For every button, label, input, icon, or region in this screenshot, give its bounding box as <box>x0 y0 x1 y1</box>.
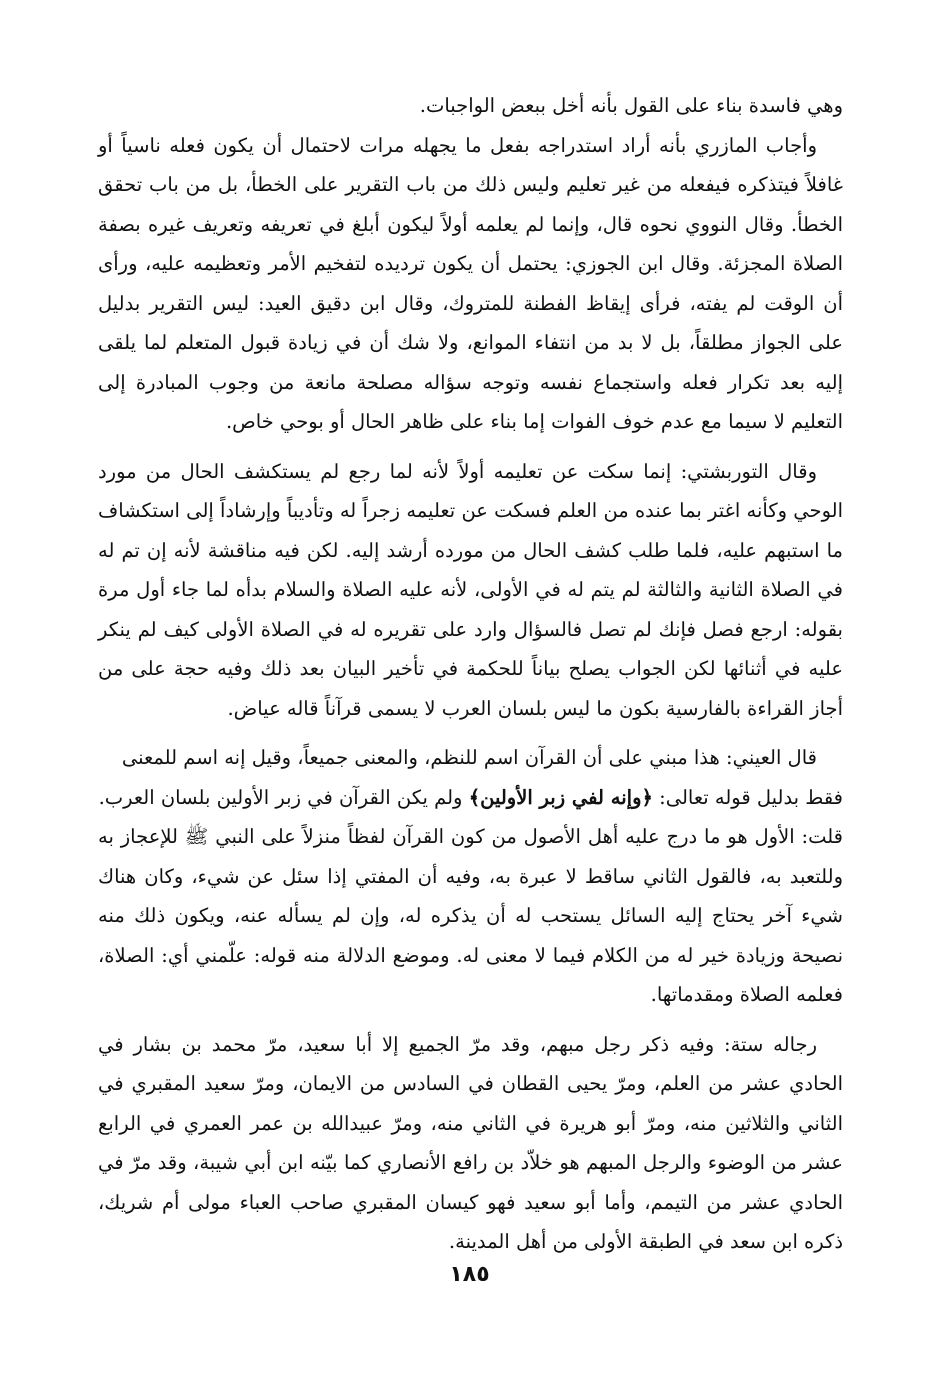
aini-text-after-verse: ولم يكن القرآن في زبر الأولين بلسان العرب. <box>98 785 469 809</box>
paragraph-qultu: قلت: الأول هو ما درج عليه أهل الأصول من كون القرآن لفظاً منزلاً على النبي ﷺ للإعجاز به وللتعبد به، فالقول الثاني ساقط لا عبرة به، وفيه أن المفتي إذا سئل عن شيء، وكان هناك شيء آخر يحتاج إليه السائل يستحب له أن يذكره له، وإن لم يسأله عنه، ويكون ذلك منه نصيحة وزيادة خير له من الكلام فيما لا معنى له. وموضع الدلالة منه قوله: علّمني أي: الصلاة، فعلمه الصلاة ومقدماتها. <box>98 825 843 1006</box>
aini-text-before-verse: فقط بدليل قوله تعالى: <box>652 785 843 809</box>
paragraph-turbashti: وقال التوربشتي: إنما سكت عن تعليمه أولاً لأنه لما رجع لم يستكشف الحال من مورد الوحي وكأنه اغتر بما عنده من العلم فسكت عن تعليمه زجراً له وتأديباً وإرشاداً إلى استكشاف ما استبهم عليه، فلما طلب كشف الحال من مورده أرشد إليه. لكن فيه مناقشة لأنه إن تم له في الصلاة الثانية والثالثة لم يتم له في الأولى، لأنه عليه الصلاة والسلام بدأه لما جاء أول مرة بقوله: ارجع فصل فإنك لم تصل فالسؤال وارد على تقريره له في الصلاة الأولى كيف لم ينكر عليه في أثنائها لكن الجواب يصلح بياناً للحكمة في تأخير البيان بعد ذلك وفيه حجة على من أجاز القراءة بالفارسية بكون ما ليس بلسان العرب لا يسمى قرآناً قاله عياض. <box>98 459 843 720</box>
paragraph-aini <box>98 738 843 817</box>
paragraph-narrators: رجاله ستة: وفيه ذكر رجل مبهم، وقد مرّ الجميع إلا أبا سعيد، مرّ محمد بن بشار في الحادي عشر من العلم، ومرّ يحيى القطان في السادس من الايمان، ومرّ سعيد المقبري في الثاني والثلاثين منه، ومرّ أبو هريرة في الثاني منه، ومرّ عبيدالله بن عمر العمري في الرابع عشر من الوضوء والرجل المبهم هو خلاّد بن رافع الأنصاري كما بيّنه ابن أبي شيبة، وقد مرّ في الحادي عشر من التيمم، وأما أبو سعيد فهو كيسان المقبري صاحب العباء مولى أم شريك، ذكره ابن سعد في الطبقة الأولى من أهل المدينة. <box>98 1032 843 1253</box>
aini-text-line: قال العيني: هذا مبني على أن القرآن اسم للنظم، والمعنى جميعاً، وقيل إنه اسم للمعنى <box>121 746 817 769</box>
quran-verse: ﴿وإنه لفي زبر الأولين﴾ <box>468 785 653 809</box>
paragraph-intro: وهي فاسدة بناء على القول بأنه أخل ببعض الواجبات. <box>419 94 843 117</box>
page-number: ١٨٥ <box>449 1262 490 1287</box>
page-body <box>98 86 843 1262</box>
paragraph-mazari: وأجاب المازري بأنه أراد استدراجه بفعل ما يجهله مرات لاحتمال أن يكون فعله ناسياً أو غافلاً فيتذكره فيفعله من غير تعليم وليس ذلك من باب التقرير على الخطأ، بل من باب تحقق الخطأ. وقال النووي نحوه قال، وإنما لم يعلمه أولاً ليكون أبلغ في تعريفه وتعريف غيره بصفة الصلاة المجزئة. وقال ابن الجوزي: يحتمل أن يكون ترديده لتفخيم الأمر وتعظيمه عليه، ورأى أن الوقت لم يفته، فرأى إيقاظ الفطنة للمتروك، وقال ابن دقيق العيد: ليس التقرير بدليل على الجواز مطلقاً، بل لا بد من انتفاء الموانع، ولا شك أن في زيادة قبول المتعلم لما يلقى إليه بعد تكرار فعله واستجماع نفسه وتوجه سؤاله مصلحة مانعة من وجوب المبادرة إلى التعليم لا سيما مع عدم خوف الفوات إما بناء على ظاهر الحال أو بوحي خاص. <box>98 133 843 433</box>
